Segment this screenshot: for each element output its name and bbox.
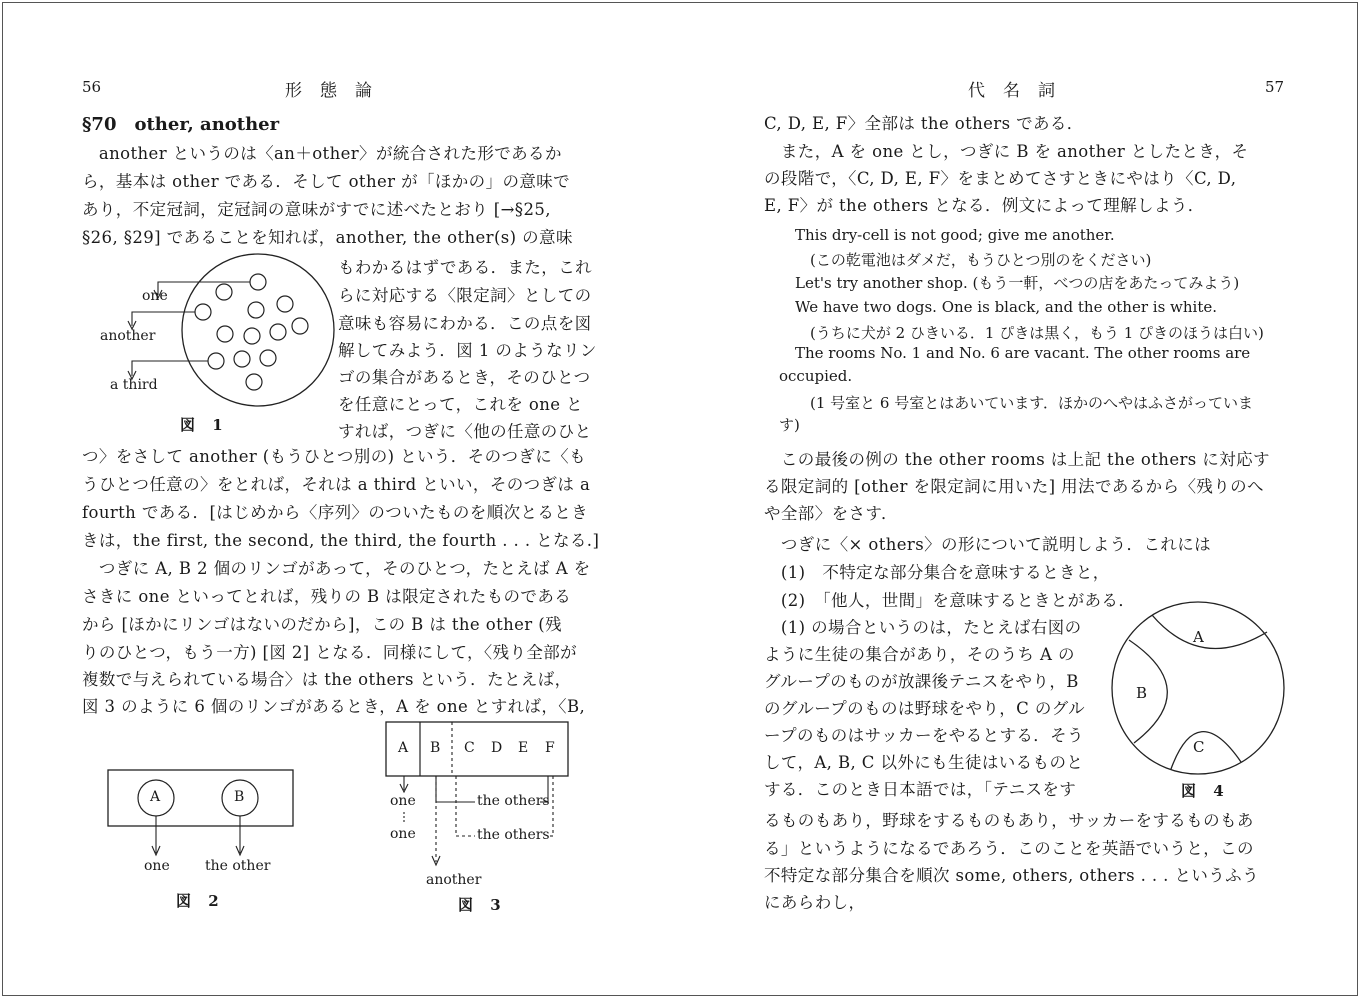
fig4-label-b: B (1136, 684, 1148, 702)
text-line: ら，基本は other である．そして other が「ほかの」の意味で (82, 172, 571, 191)
text-line: また，A を one とし，つぎに B を another としたとき，そ (764, 142, 1249, 161)
right-page (681, 0, 1362, 1000)
fig2-circle-b: B (234, 789, 245, 805)
text-line: 解してみよう．図 1 のようなリン (338, 341, 597, 360)
text-line: fourth である．[はじめから〈序列〉のついたものを順次とるとき (82, 503, 589, 522)
text-line: つぎに〈× others〉の形について説明しよう．これには (764, 535, 1212, 554)
text-line: すれば，つぎに〈他の任意のひと (338, 422, 592, 441)
figure-1-caption: 図 1 (180, 416, 229, 434)
fig4-label-a: A (1193, 628, 1204, 646)
running-head-left: 形態論 (285, 81, 390, 101)
fig3-cell-e: E (518, 740, 529, 756)
text-line: この最後の例の the other rooms は上記 the others に対応す (764, 450, 1270, 469)
text-line: ゴの集合があるとき，そのひとつ (338, 368, 591, 387)
text-line: や全部〉をさす． (764, 504, 898, 523)
fig3-label-another: another (426, 872, 482, 888)
section-title: §70 other, another (82, 114, 280, 135)
text-line: (1) の場合というのは，たとえば右図の (764, 618, 1082, 637)
text-line: E, F〉が the others となる．例文によって理解しよう． (764, 196, 1205, 215)
text-line: (2) 「他人，世間」を意味するときとがある． (764, 591, 1136, 610)
example-line: The rooms No. 1 and No. 6 are vacant. The other rooms are (795, 344, 1251, 362)
text-line: 意味も容易にわかる．この点を図 (338, 314, 592, 333)
page-number-left: 56 (82, 78, 102, 96)
example-line: Let's try another shop. (もう一軒，べつの店をあたってみよう) (795, 274, 1240, 292)
text-line: C, D, E, F〉全部は the others である． (764, 114, 1084, 133)
text-line: る限定詞的 [other を限定詞に用いた] 用法であるから〈残りのへ (764, 477, 1264, 496)
page-number-right: 57 (1265, 78, 1285, 96)
fig2-circle-a: A (150, 789, 161, 805)
fig1-label-one: one (142, 288, 168, 304)
figure-4-caption: 図 4 (1181, 782, 1230, 800)
text-line: きは，the first, the second, the third, the fourth . . . となる.] (82, 531, 600, 550)
text-line: にあらわし， (764, 893, 866, 912)
text-line: する．このとき日本語では，「テニスをす (764, 780, 1077, 799)
text-line: る」というようになるであろう．このことを英語でいうと，この (764, 839, 1254, 858)
text-line: の段階で，〈C, D, E, F〉をまとめてさすときにやはり〈C, D, (764, 169, 1237, 188)
fig3-cell-c: C (464, 740, 475, 756)
fig3-cell-a: A (398, 740, 409, 756)
example-line: We have two dogs. One is black, and the other is white. (795, 298, 1218, 316)
text-line: つぎに A, B 2 個のリンゴがあって，そのひとつ，たとえば A を (82, 559, 591, 578)
fig3-label-the-others: the others (477, 793, 550, 809)
text-line: さきに one といってとれば，残りの B は限定されたものである (82, 587, 572, 606)
text-line: りのひとつ，もう一方) [図 2] となる．同様にして，〈残り全部が (82, 643, 578, 662)
example-line: す) (779, 416, 800, 434)
text-line: ープのものはサッカーをやるとする．そう (764, 726, 1084, 745)
fig3-label-one-2: one (390, 826, 416, 842)
fig3-cell-d: D (491, 740, 503, 756)
text-line: らに対応する〈限定詞〉としての (338, 286, 592, 305)
figure-2-caption: 図 2 (176, 892, 225, 910)
text-line: 不特定な部分集合を順次 some, others, others . . . というふう (764, 866, 1259, 885)
example-line: (この乾電池はダメだ，もうひとつ別のをください) (795, 251, 1152, 269)
fig3-label-one: one (390, 793, 416, 809)
fig2-label-one: one (144, 858, 170, 874)
text-line: のグループのものは野球をやり，C のグル (764, 699, 1086, 718)
text-line: うひとつ任意の〉をとれば，それは a third といい，そのつぎは a (82, 475, 591, 494)
fig3-cell-b: B (430, 740, 441, 756)
text-line: あり，不定冠詞，定冠詞の意味がすでに述べたとおり [→§25, (82, 200, 551, 219)
fig2-label-the-other: the other (205, 858, 271, 874)
example-line: This dry-cell is not good; give me another. (795, 226, 1115, 244)
text-line: 複数で与えられている場合〉は the others という．たとえば， (82, 670, 572, 689)
example-line: (うちに犬が 2 ひきいる．1 ぴきは黒く，もう 1 ぴきのほうは白い) (795, 324, 1264, 342)
text-line: もわかるはずである．また，これ (338, 258, 592, 277)
text-line: ように生徒の集合があり，そのうち A の (764, 645, 1075, 664)
text-line: して，A, B, C 以外にも生徒はいるものと (764, 753, 1084, 772)
fig4-label-c: C (1193, 738, 1205, 756)
text-line: るものもあり，野球をするものもあり，サッカーをするものもあ (764, 811, 1254, 830)
running-head-right: 代名詞 (968, 81, 1073, 101)
text-line: 図 3 のように 6 個のリンゴがあるとき，A を one とすれば，〈B, (82, 697, 586, 716)
text-line: §26, §29] であることを知れば，another, the other(s) の意味 (82, 228, 573, 247)
figure-3-caption: 図 3 (458, 896, 507, 914)
fig1-label-a-third: a third (110, 377, 158, 393)
text-line: グループのものが放課後テニスをやり，B (764, 672, 1079, 691)
text-line: つ〉をさして another (もうひとつ別の) という．そのつぎに〈も (82, 447, 586, 466)
fig1-label-another: another (100, 328, 156, 344)
example-line: occupied. (779, 367, 853, 385)
fig3-label-the-others-2: the others (477, 827, 550, 843)
example-line: (1 号室と 6 号室とはあいています．ほかのへやはふさがっていま (795, 394, 1254, 412)
text-line: (1) 不特定な部分集合を意味するときと， (764, 563, 1110, 582)
text-line: から [ほかにリンゴはないのだから]，この B は the other (残 (82, 615, 562, 634)
text-line: を任意にとって，これを one と (338, 395, 583, 414)
fig3-cell-f: F (545, 740, 555, 756)
text-line: another というのは〈an＋other〉が統合された形であるか (82, 144, 562, 163)
